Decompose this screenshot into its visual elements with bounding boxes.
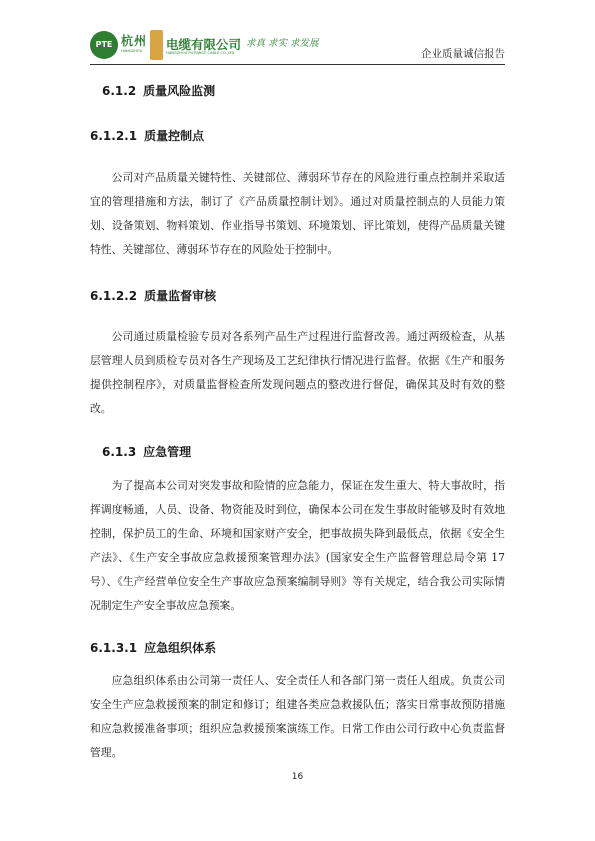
heading-6-1-3-1 xyxy=(90,639,216,656)
page-number: 16 xyxy=(291,772,304,782)
heading-6-1-2-1 xyxy=(90,127,204,144)
company-logo xyxy=(90,28,320,62)
heading-number: 6.1.2 xyxy=(102,84,137,98)
logo-seal-icon xyxy=(150,30,163,60)
heading-title: 质量控制点 xyxy=(144,129,205,143)
heading-number: 6.1.3.1 xyxy=(90,641,138,655)
logo-badge-icon: PTE xyxy=(90,31,118,59)
paragraph-emergency-organization: 应急组织体系由公司第一责任人、安全责任人和各部门第一责任人组成。负责公司安全生产应急救援预案的制定和修订；组建各类应急救援队伍；落实日常事故预防措施和应急救援准备事项；组织应急救援预案演练工作。日常工作由公司行政中心负责监督管理。 xyxy=(90,674,505,760)
logo-city: 杭州 xyxy=(121,34,148,48)
logo-company-name-en: HANGZHOU PUTIANCE CABLE CO.,LTD xyxy=(166,51,235,55)
heading-number: 6.1.2.1 xyxy=(90,129,138,143)
logo-company-name: 电缆有限公司 xyxy=(166,37,242,52)
heading-6-1-2-2 xyxy=(90,287,216,304)
paragraph-quality-control-points: 公司对产品质量关键特性、关键部位、薄弱环节存在的风险进行重点控制并采取适宜的管理措施和方法，制订了《产品质量控制计划》。通过对质量控制点的人员能力策划、设备策划、物料策划、作业指导书策划、环境策划、评比策划，使得产品质量关键特性、关键部位、薄弱环节存在的风险处于控制中。 xyxy=(90,171,505,257)
heading-title: 质量监督审核 xyxy=(144,289,217,303)
header-title: 企业质量诚信报告 xyxy=(421,48,505,60)
logo-city-en: HANGZHOU xyxy=(121,49,143,53)
heading-number: 6.1.3 xyxy=(102,445,137,459)
heading-6-1-3 xyxy=(102,443,191,460)
heading-6-1-2 xyxy=(102,82,215,99)
heading-title: 质量风险监测 xyxy=(143,84,216,98)
page-header xyxy=(90,28,505,65)
paragraph-emergency-management: 为了提高本公司对突发事故和险情的应急能力，保证在发生重大、特大事故时，指挥调度畅通，人员、设备、物资能及时到位，确保本公司在发生事故时能够及时有效地控制，保护员工的生命、环境和国家财产安全，把事故损失降到最低点，依据《安全生产法》、《生产安全事故应急救援预案管理办法》(国家安全生产监督管理总局令第 17 号）、《生产经营单位安全生产事故应急预案编制导则》等有关规定，结合我公司实际情况制定生产安全事故应急预案。 xyxy=(90,479,505,613)
logo-slogan: 求真 求实 求发展 xyxy=(246,38,319,49)
heading-title: 应急管理 xyxy=(143,445,192,459)
heading-number: 6.1.2.2 xyxy=(90,289,138,303)
heading-title: 应急组织体系 xyxy=(144,641,217,655)
paragraph-quality-supervision: 公司通过质量检验专员对各系列产品生产过程进行监督改善。通过两级检查，从基层管理人员到质检专员对各生产现场及工艺纪律执行情况进行监督。依据《生产和服务提供控制程序》，对质量监督检查所发现问题点的整改进行督促，确保其及时有效的整改。 xyxy=(90,330,505,416)
